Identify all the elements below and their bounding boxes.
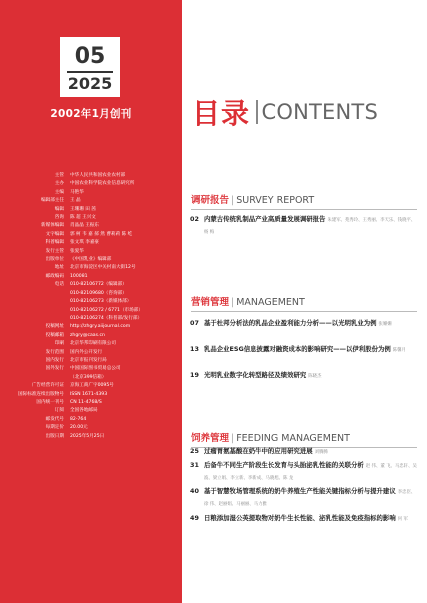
article-entry [190,318,418,330]
article-page: 49 [190,514,199,522]
info-row [0,323,182,331]
info-value: 京海工商广字0095号 [70,383,114,389]
section-separator: | [231,297,235,308]
info-label: 发行范围 [45,349,64,355]
info-label: 编辑部主任 [41,198,64,204]
info-row [0,332,182,340]
info-value: CN 11-4768/S [70,399,102,405]
info-row [0,189,182,197]
contents-title-en: CONTENTS [261,100,378,124]
article-body [204,318,418,330]
info-row [0,264,182,272]
info-value: 010-82106273（新媒体部） [70,299,132,305]
info-row [0,231,182,239]
info-row [0,307,182,315]
info-row [0,197,182,205]
info-label: 地址 [54,265,64,271]
info-label [0,298,70,306]
info-row [0,256,182,264]
info-value: 张文琪 李嘉豪 [70,240,100,246]
article-entry [190,460,418,485]
info-value: 北京市报刊发行局 [70,357,107,363]
article-authors: 何 军 [397,517,408,522]
info-value: 中国农业科学院农业信息研究所 [70,181,135,187]
info-value: 82-764 [70,416,87,422]
article-page: 07 [190,319,199,327]
info-value: zhgry@caas.cn [70,332,105,338]
contents-title [192,92,378,132]
article-page: 31 [190,461,199,469]
info-value: 陈 超 王兴文 [70,215,96,221]
article-title: 乳品企业ESG信息披露对融资成本的影响研究——以伊利股份为例 [204,345,391,353]
info-label: 印刷 [54,341,64,347]
info-row [0,281,182,289]
info-label: 投稿邮箱 [45,332,64,338]
title-divider [256,100,258,124]
info-label [0,374,70,382]
article-title: 过瘤胃氨基酸在奶牛中的应用研究进展 [204,447,313,455]
info-row [0,424,182,432]
info-value: 100081 [70,273,88,279]
info-label: 每期定价 [45,425,64,431]
section-name-en: SURVEY REPORT [236,195,315,206]
founded-date: 2002年1月创刊 [50,108,132,120]
info-value: 《中国乳业》编辑部 [70,257,112,263]
info-row [0,365,182,373]
article-authors: 陈馨月 [392,348,406,353]
info-label: 主编 [54,189,64,195]
info-row [0,399,182,407]
info-row [0,433,182,441]
info-row [0,222,182,230]
section-separator: | [231,433,235,444]
info-row [0,340,182,348]
article-body [204,446,418,458]
info-value: 全国各地邮局 [70,408,98,414]
issue-year: 2025 [67,73,113,93]
article-title: 后备牛不同生产阶段生长发育与头胎泌乳性能的关联分析 [204,461,364,469]
info-value: 010-82106772（编辑部） [70,282,127,288]
info-label: 广告经营许可证 [31,383,64,389]
info-value: 张爱华 [70,248,84,254]
info-value: 马艳华 [70,189,84,195]
info-label: 科普编辑 [45,240,64,246]
section-name-en: FEEDING MANAGEMENT [236,433,350,444]
info-label: 咨询 [54,215,64,221]
info-row [0,357,182,365]
article-title: 内蒙古传统乳制品产业高质量发展调研报告 [204,215,326,223]
info-label: 邮政编码 [45,273,64,279]
info-value: 郭 柯 韦 嘉 郝 然 曹莉莉 陈 屹 [70,231,133,237]
info-row [0,180,182,188]
info-value: 肖晶晶 王振东 [70,223,100,229]
issue-number: 05 [74,44,106,69]
info-label: 订阅 [54,408,64,414]
left-panel [0,0,182,603]
info-value: 010-82106274（科普部/发行部） [70,315,143,321]
article-body [204,214,418,239]
article-title: 基于杜邦分析法的乳品企业盈利能力分析——以光明乳业为例 [204,319,377,327]
info-row [0,290,182,298]
article-body [204,513,418,525]
section-name-cn: 饲养管理 [191,433,230,444]
info-value: 王珊珊 田 茜 [70,206,96,212]
info-label [0,307,70,315]
info-label: 国外发行 [45,366,64,372]
info-label: 新媒体编辑 [41,223,64,229]
info-row [0,416,182,424]
info-label: 出版日期 [45,433,64,439]
info-row [0,382,182,390]
article-entry [190,513,418,525]
article-authors: 陈晓杰 [308,374,322,379]
info-label: 电话 [54,282,64,288]
info-label: 国内发行 [45,357,64,363]
article-authors: 张姗姗 [378,322,392,327]
info-value: 010-82106272 / 6771（市场部） [70,307,143,313]
article-page: 13 [190,345,199,353]
info-row [0,214,182,222]
info-value: 北京华邦印刷有限公司 [70,341,116,347]
info-value: 北京市海淀区中关村南大街12号 [70,265,136,271]
info-row [0,248,182,256]
article-page: 19 [190,371,199,379]
info-value: 王 晶 [70,198,81,204]
contents-title-cn: 目录 [192,97,251,130]
info-row [0,273,182,281]
article-title: 光明乳业数字化转型路径及绩效研究 [204,371,307,379]
section-separator: | [231,195,235,206]
issue-box [60,37,120,97]
info-label: 发行主管 [45,248,64,254]
info-label [0,290,70,298]
info-row [0,391,182,399]
article-page: 02 [190,215,199,223]
article-body [204,370,418,382]
article-body [204,344,418,356]
article-page: 25 [190,447,199,455]
section-heading [191,194,417,210]
section-name-en: MANAGEMENT [236,297,305,308]
info-label: 编辑 [54,206,64,212]
article-body [204,460,418,485]
info-value: 国内外公开发行 [70,349,103,355]
contents-panel [182,0,427,603]
article-title: 日粮添加湿公英提取物对奶牛生长性能、泌乳性能及免疫指标的影响 [204,514,396,522]
info-value: ISSN 1671-4393 [70,391,108,397]
info-label: 邮发代号 [45,416,64,422]
info-row [0,315,182,323]
section-heading [191,296,417,312]
article-entry [190,344,418,356]
article-entry [190,370,418,382]
info-value: 2025年5月25日 [70,433,105,439]
info-value: 20.00元 [70,425,88,431]
article-authors: 朱建军、苑秀玲、王秀丽、李天乐、钱晓平、杨 梅 [204,218,416,236]
section-name-cn: 调研报告 [191,195,230,206]
article-title: 基于智慧牧场管理系统的奶牛养殖生产性能关键指标分析与提升建议 [204,487,396,495]
masthead-info [0,172,182,441]
article-entry [190,446,418,458]
article-entry [190,486,418,511]
info-label: 出版单位 [45,257,64,263]
article-authors: 李忠臣、徐 伟、赵丽娟、马丽丽、马力雅 [204,490,416,508]
info-row [0,407,182,415]
info-row [0,298,182,306]
info-label: 国际标准连续出版物号 [18,391,64,397]
info-value: 中国国际图书贸易总公司 [70,366,121,372]
article-page: 40 [190,487,199,495]
article-authors: 赵 伟、董 飞、马忠轩、吴 波、梁立娟、李立新、李新成、马晓旭、陈 龙 [204,464,417,482]
info-value: http://zhgry.aiijournal.com [70,324,131,330]
article-entry [190,214,418,239]
info-row [0,239,182,247]
article-authors: 刘腾腾 [314,450,328,455]
info-label: 主办 [54,181,64,187]
info-value: 010-82109680（咨询部） [70,290,127,296]
info-row [0,349,182,357]
info-label: 投稿网址 [45,324,64,330]
info-value: 中华人民共和国农业农村部 [70,173,126,178]
info-label [0,315,70,323]
info-label: 文字编辑 [45,231,64,237]
info-label: 国内统一刊号 [36,399,64,405]
section-name-cn: 营销管理 [191,297,230,308]
article-body [204,486,418,511]
info-row [0,206,182,214]
info-row [0,172,182,180]
info-value: （北京399信箱） [70,374,107,380]
info-row [0,374,182,382]
info-label: 主管 [54,173,64,178]
